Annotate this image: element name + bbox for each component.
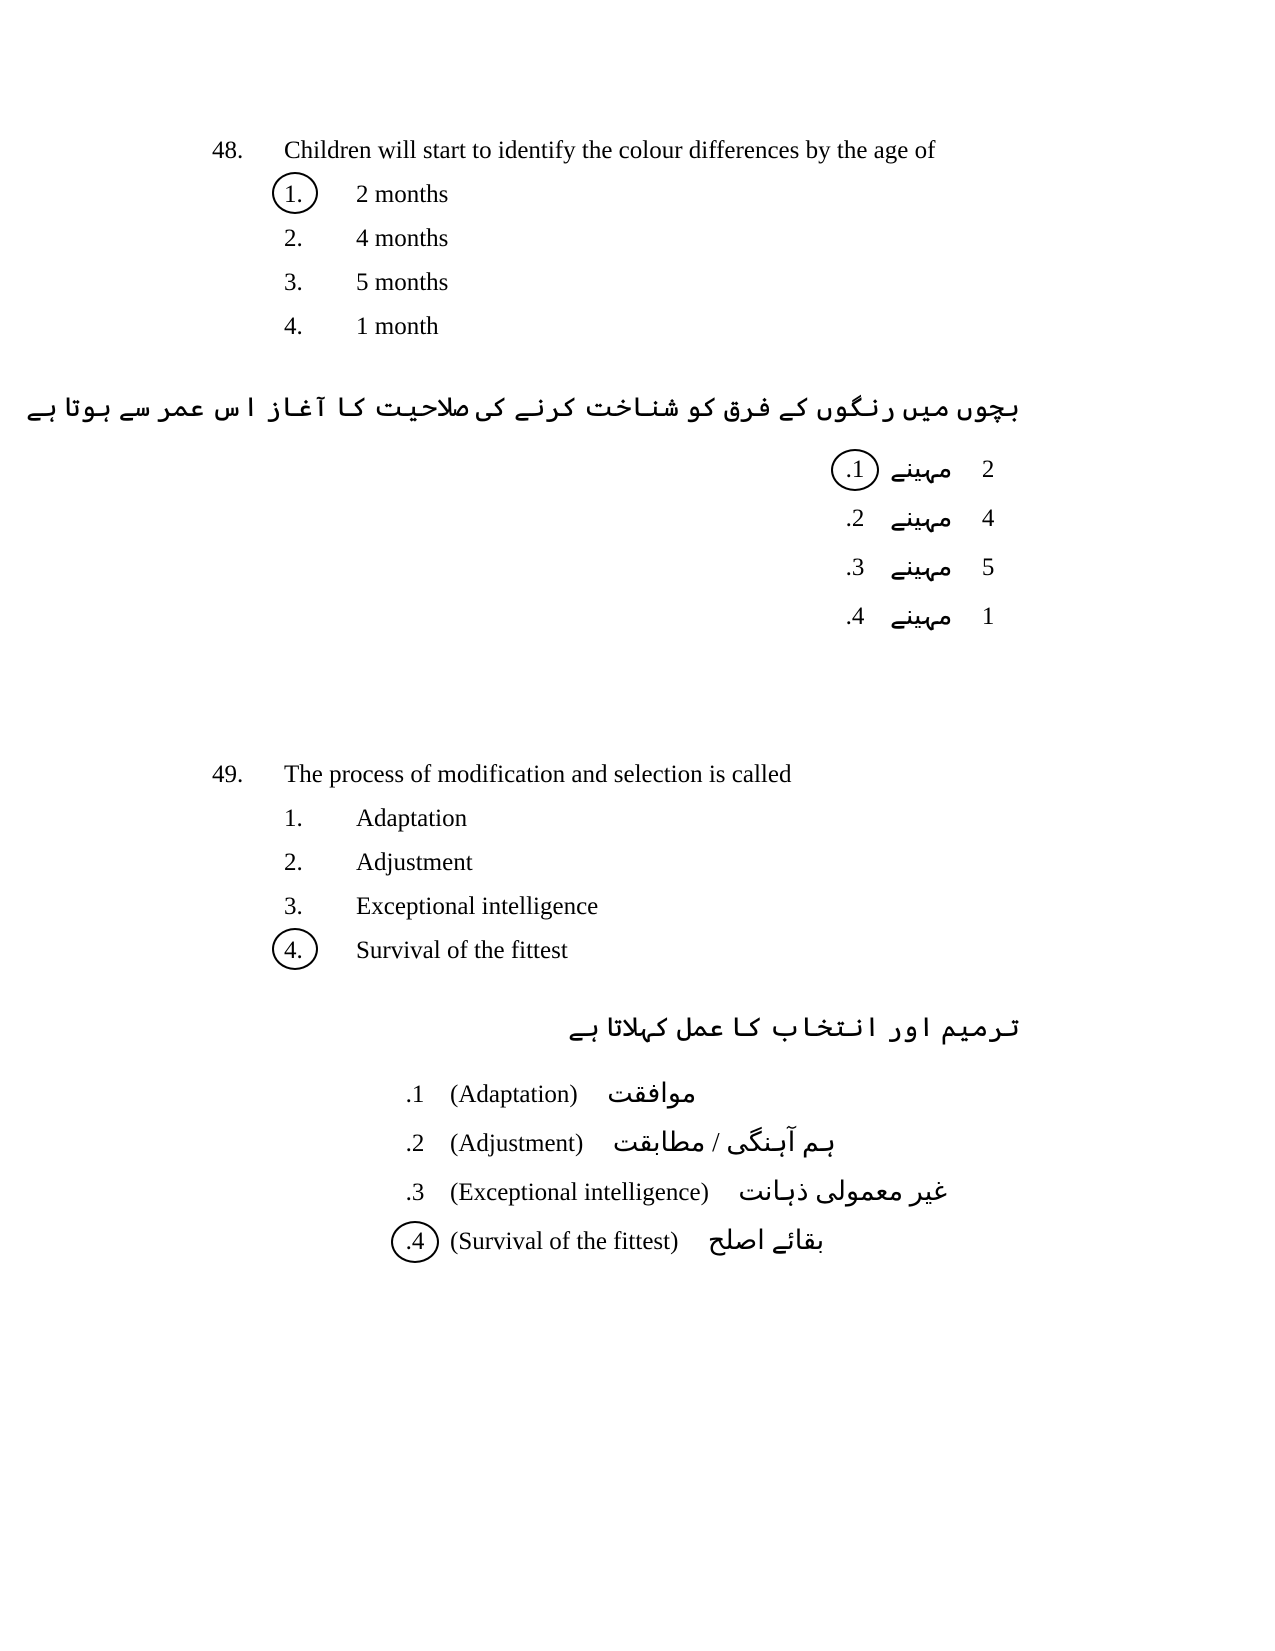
question-48-urdu-option-4[interactable] [820, 602, 1020, 629]
question-49-option-4-label: Survival of the fittest [356, 937, 568, 964]
question-49-option-1[interactable] [212, 806, 791, 831]
question-48-option-2[interactable] [212, 226, 935, 251]
question-49-stem-row [212, 762, 791, 787]
question-49-urdu-option-2-marker[interactable]: .2 [405, 1130, 425, 1157]
question-48-urdu-option-1-marker[interactable]: .1 [820, 457, 890, 482]
question-49-option-4-marker[interactable]: 4. [284, 938, 356, 963]
question-48-urdu-option-2-marker[interactable]: .2 [845, 505, 865, 532]
question-48-urdu-option-4-marker[interactable]: .4 [845, 603, 865, 630]
question-49-urdu [380, 1008, 1020, 1047]
question-48-urdu-option-3-marker[interactable]: .3 [845, 554, 865, 581]
question-49-urdu-option-1-label [450, 1080, 696, 1107]
question-48-urdu-stem: بچوں میں رنگوں کے فرق کو شناخت کرنے کی صلاحیت کا آغاز اس عمر سے ہوتا ہے [26, 392, 1020, 422]
option-urdu-text: غیر معمولی ذہانت [738, 1176, 947, 1206]
question-48-urdu-option-4-label [890, 602, 994, 629]
question-49-urdu-option-4-marker[interactable]: .4 [380, 1229, 450, 1254]
question-48-option-2-marker[interactable]: 2. [284, 225, 303, 252]
question-48-option-4-label: 1 month [356, 313, 439, 340]
question-49-stem: The process of modification and selection is called [284, 761, 792, 788]
option-word: مہینے [890, 453, 953, 483]
question-48-urdu-option-1[interactable] [820, 455, 1020, 482]
question-48-option-4-marker[interactable]: 4. [284, 313, 303, 340]
question-49-number: 49. [212, 761, 244, 788]
question-48-urdu-option-2[interactable] [820, 504, 1020, 531]
question-48-urdu [26, 388, 1020, 427]
question-49-urdu-option-3-marker[interactable]: .3 [405, 1179, 425, 1206]
option-number: 2 [981, 456, 995, 483]
question-49-option-1-label: Adaptation [356, 805, 468, 832]
question-48-option-1[interactable] [212, 182, 935, 207]
option-word: مہینے [890, 551, 953, 581]
option-number: 4 [981, 505, 995, 532]
question-49-option-2[interactable] [212, 850, 791, 875]
option-number: 1 [981, 603, 995, 630]
option-english-gloss: (Exceptional intelligence) [450, 1179, 709, 1206]
question-48-option-2-label: 4 months [356, 225, 449, 252]
question-49-urdu-option-3[interactable] [380, 1178, 1020, 1205]
option-english-gloss: (Survival of the fittest) [450, 1228, 679, 1255]
option-urdu-text: ہم آہنگی / مطابقت [612, 1127, 836, 1157]
question-48-option-3-marker[interactable]: 3. [284, 269, 303, 296]
question-49-option-2-marker[interactable]: 2. [284, 849, 303, 876]
question-48-stem: Children will start to identify the colour differences by the age of [284, 137, 936, 164]
question-49-urdu-options [380, 1080, 1020, 1254]
option-english-gloss: (Adaptation) [450, 1081, 578, 1108]
circle-marker-icon [831, 449, 879, 491]
question-49-urdu-option-1[interactable] [380, 1080, 1020, 1107]
circle-marker-icon [272, 172, 318, 214]
circle-marker-icon [391, 1221, 439, 1263]
question-49-urdu-option-2-label [450, 1129, 836, 1156]
question-49-option-3-marker[interactable]: 3. [284, 893, 303, 920]
option-word: مہینے [890, 600, 953, 630]
option-number: 5 [981, 554, 995, 581]
question-48-urdu-option-3-label [890, 553, 994, 580]
circle-marker-icon [272, 928, 318, 970]
question-49-option-2-label: Adjustment [356, 849, 473, 876]
question-49-urdu-option-4[interactable] [380, 1227, 1020, 1254]
question-48-stem-row [212, 138, 935, 163]
question-49-urdu-option-1-marker[interactable]: .1 [405, 1081, 425, 1108]
question-48-urdu-options [820, 455, 1020, 629]
option-english-gloss: (Adjustment) [450, 1130, 584, 1157]
question-48-number: 48. [212, 137, 244, 164]
question-48-option-3[interactable] [212, 270, 935, 295]
question-49-option-4[interactable] [212, 938, 791, 963]
option-word: مہینے [890, 502, 953, 532]
question-49-english [212, 762, 791, 963]
question-48-urdu-option-3[interactable] [820, 553, 1020, 580]
question-48-option-4[interactable] [212, 314, 935, 339]
option-urdu-text: موافقت [607, 1078, 697, 1108]
question-48-urdu-option-1-label [890, 455, 994, 482]
question-49-urdu-option-4-label [450, 1227, 824, 1254]
question-49-urdu-option-3-label [450, 1178, 947, 1205]
question-49-option-3[interactable] [212, 894, 791, 919]
question-49-option-3-label: Exceptional intelligence [356, 893, 599, 920]
question-49-option-1-marker[interactable]: 1. [284, 805, 303, 832]
question-48-option-1-marker[interactable]: 1. [284, 182, 356, 207]
question-49-urdu-stem: ترمیم اور انتخاب کا عمل کہلاتا ہے [568, 1012, 1020, 1042]
question-48-option-1-label: 2 months [356, 181, 449, 208]
question-48-urdu-option-2-label [890, 504, 994, 531]
question-49-urdu-option-2[interactable] [380, 1129, 1020, 1156]
question-48-option-3-label: 5 months [356, 269, 449, 296]
option-urdu-text: بقائے اصلح [707, 1225, 825, 1255]
question-48-english [212, 138, 935, 339]
